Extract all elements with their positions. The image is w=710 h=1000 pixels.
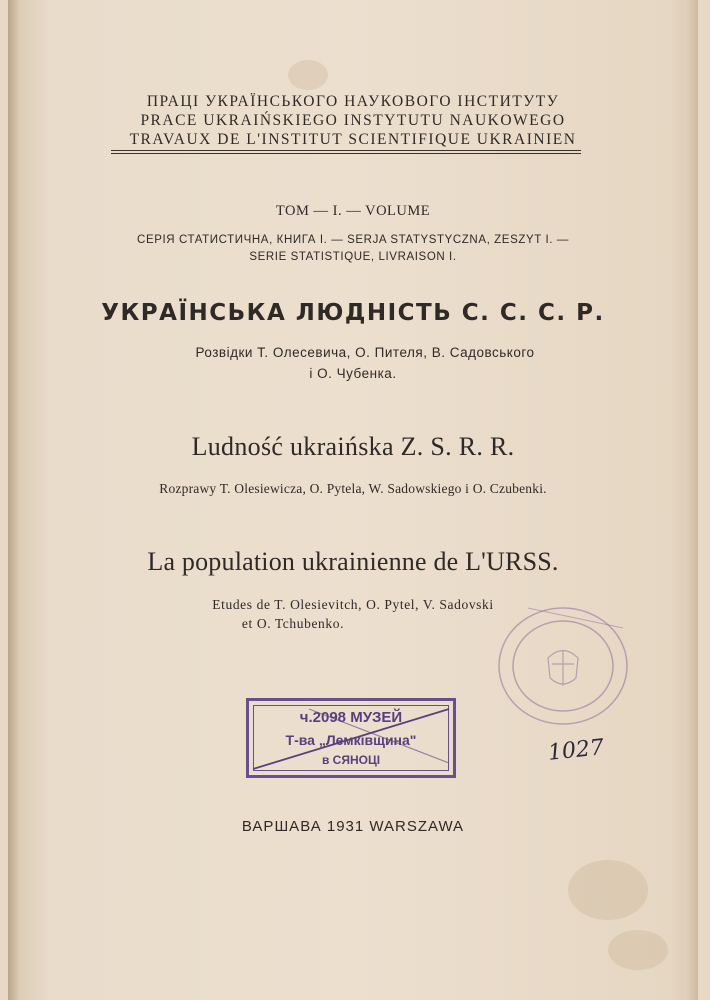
paper-stain <box>608 930 668 970</box>
heading-rule <box>111 150 581 151</box>
round-library-stamp <box>488 598 638 738</box>
institute-line-fr: TRAVAUX DE L'INSTITUT SCIENTIFIQUE UKRAINIEN <box>129 131 577 148</box>
paper-stain <box>568 860 648 920</box>
institute-line-pl: PRACE UKRAIŃSKIEGO INSTYTUTU NAUKOWEGO <box>140 112 566 129</box>
handwritten-inventory-number: 1027 <box>546 735 606 766</box>
stamp-line-2: Т-ва „Лемківщина" <box>285 732 417 748</box>
polish-title: Ludność ukraińska Z. S. R. R. <box>191 432 515 461</box>
heading-rule <box>111 153 581 154</box>
french-authors-line-1: Etudes de T. Olesievitch, O. Pytel, V. Sadovski <box>212 597 494 612</box>
series-line-1: СЕРІЯ СТАТИСТИЧНА, КНИГА I. — SERJA STATYSTYCZNA, ZESZYT I. — <box>137 234 569 246</box>
french-authors-line-2: et O. Tchubenko. <box>241 616 345 631</box>
binding-edge <box>8 0 18 1000</box>
french-title: La population ukrainienne de L'URSS. <box>147 547 559 576</box>
imprint-line: ВАРШАВА 1931 WARSZAWA <box>241 818 465 835</box>
museum-stamp <box>246 698 456 778</box>
title-page <box>8 0 698 1000</box>
ukrainian-title: УКРАЇНСЬКА ЛЮДНІСТЬ С. С. С. Р. <box>101 300 605 326</box>
ukrainian-authors-line-2: і О. Чубенка. <box>309 366 397 381</box>
page-edge <box>684 0 698 1000</box>
paper-stain <box>288 60 328 90</box>
volume-line: ТОМ — I. — VOLUME <box>275 203 431 219</box>
stamp-line-3: в СЯНОЦІ <box>321 753 381 767</box>
stamp-strike-lines <box>249 701 453 775</box>
ukrainian-authors-line-1: Розвідки Т. Олесевича, О. Пителя, В. Садовського <box>195 345 535 360</box>
eagle-emblem-icon <box>548 650 578 686</box>
series-line-2: SERIE STATISTIQUE, LIVRAISON I. <box>249 251 457 263</box>
stamp-line-1: ч.2098 МУЗЕЙ <box>299 709 403 726</box>
polish-authors: Rozprawy T. Olesiewicza, O. Pytela, W. Sadowskiego i O. Czubenki. <box>159 481 547 496</box>
institute-line-ua: ПРАЦІ УКРАЇНСЬКОГО НАУКОВОГО ІНСТИТУТУ <box>146 93 560 110</box>
